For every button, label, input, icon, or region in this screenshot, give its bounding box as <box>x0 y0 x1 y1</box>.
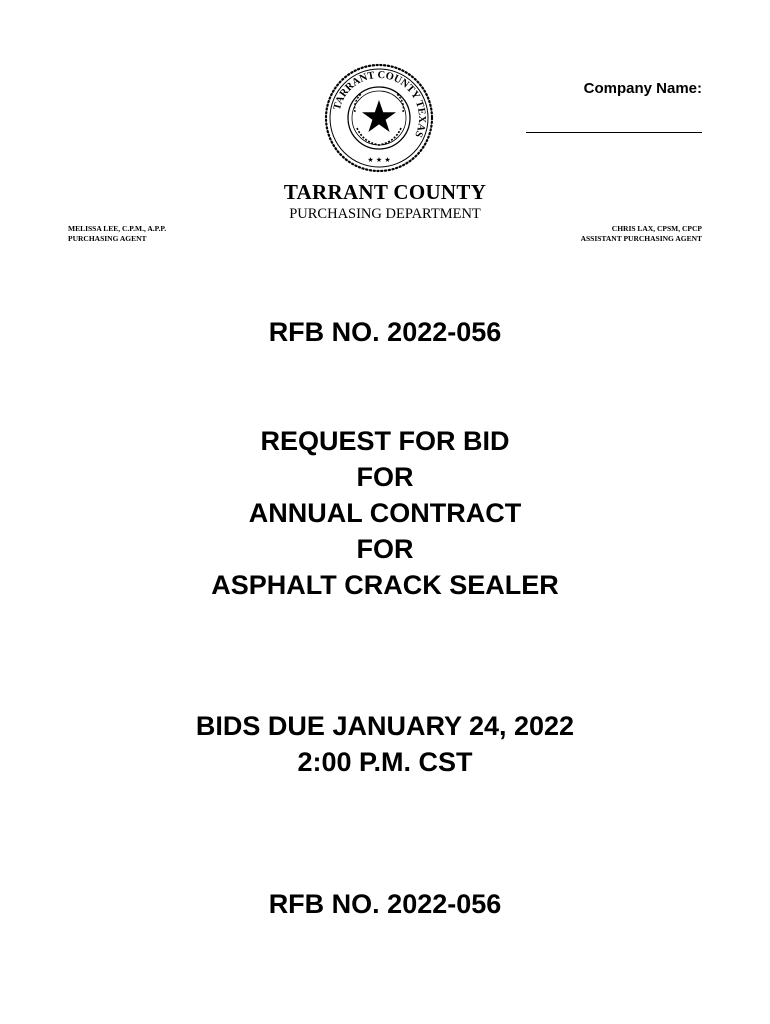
company-name-field[interactable] <box>526 132 702 133</box>
assistant-purchasing-agent-block <box>581 224 702 243</box>
assistant-purchasing-agent-name: CHRIS LAX, CPSM, CPCP <box>611 224 702 233</box>
county-name: TARRANT COUNTY <box>283 180 487 204</box>
bids-due-date: BIDS DUE JANUARY 24, 2022 <box>195 711 575 741</box>
bids-due-block <box>0 708 770 780</box>
company-name-label: Company Name: <box>583 80 702 97</box>
purchasing-agent-block <box>68 224 166 243</box>
svg-text:TARRANT COUNTY TEXAS: TARRANT COUNTY TEXAS <box>331 69 428 139</box>
rfb-number-bottom: RFB NO. 2022-056 <box>268 889 502 919</box>
bid-title-line: ASPHALT CRACK SEALER <box>211 570 559 600</box>
purchasing-agent-title: PURCHASING AGENT <box>68 233 147 243</box>
svg-text:★ ★ ★: ★ ★ ★ <box>367 156 391 164</box>
purchasing-agent-name: MELISSA LEE, C.P.M., A.P.P. <box>68 224 167 233</box>
bid-title-line: ANNUAL CONTRACT <box>248 498 522 528</box>
assistant-purchasing-agent-title: ASSISTANT PURCHASING AGENT <box>580 233 702 243</box>
county-seal <box>323 62 435 174</box>
rfb-number-top: RFB NO. 2022-056 <box>268 317 502 347</box>
county-seal-icon <box>323 62 435 174</box>
bid-title-line: FOR <box>356 534 414 564</box>
bids-due-time: 2:00 P.M. CST <box>297 747 473 777</box>
department-name: PURCHASING DEPARTMENT <box>289 206 481 222</box>
bid-title-block <box>0 423 770 603</box>
bid-title-line: FOR <box>356 462 414 492</box>
bid-title-line: REQUEST FOR BID <box>260 426 510 456</box>
